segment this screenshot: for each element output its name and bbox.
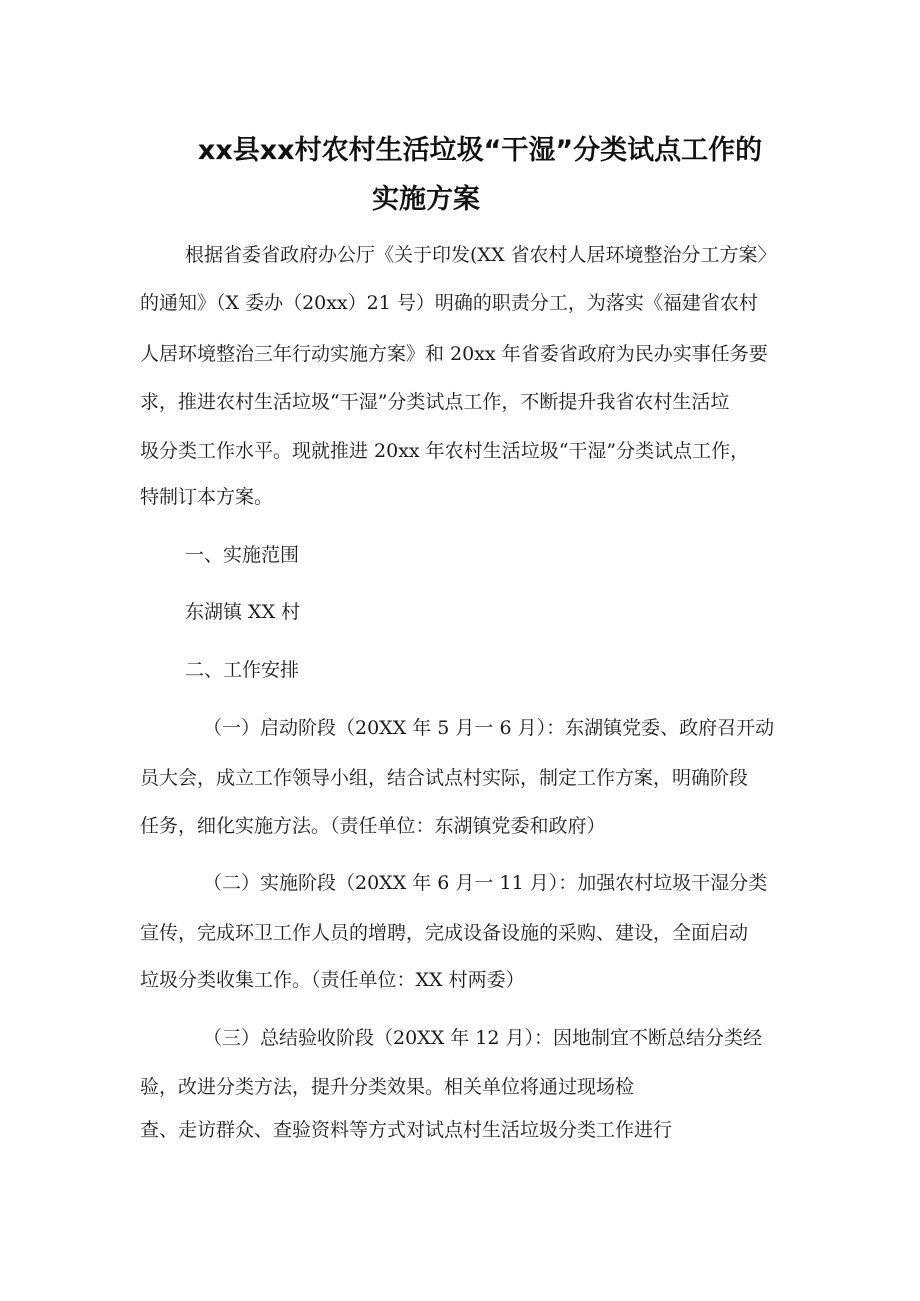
paragraph-line: 的通知》（X 委办（20xx）21 号）明确的职责分工，为落实《福建省农村	[140, 292, 758, 314]
paragraph-line: 特制订本方案。	[140, 486, 274, 508]
paragraph-line: （二）实施阶段（20XX 年 6 月一 11 月）：加强农村垃圾干湿分类	[203, 872, 768, 894]
paragraph-line: 圾分类工作水平。现就推进 20xx 年农村生活垃圾“干湿”分类试点工作，	[140, 440, 750, 462]
paragraph-line: 人居环境整治三年行动实施方案》和 20xx 年省委省政府为民办实事任务要	[140, 343, 768, 365]
paragraph-line: 根据省委省政府办公厅《关于印发(XX 省农村人居环境整治分工方案〉	[185, 244, 777, 266]
section-heading: 一、实施范围	[185, 544, 300, 566]
paragraph-line: 查、走访群众、查验资料等方式对试点村生活垃圾分类工作进行	[140, 1119, 673, 1141]
paragraph-line: （三）总结验收阶段（20XX 年 12 月）：因地制宜不断总结分类经	[203, 1027, 763, 1049]
paragraph-line: 员大会，成立工作领导小组，结合试点村实际，制定工作方案，明确阶段	[140, 767, 749, 789]
document-title-line-2: 实施方案	[372, 184, 480, 215]
paragraph-line: （一）启动阶段（20XX 年 5 月一 6 月）：东湖镇党委、政府召开动	[203, 717, 775, 739]
section-heading: 二、工作安排	[185, 659, 300, 681]
paragraph-line: 验，改进分类方法，提升分类效果。相关单位将通过现场检	[140, 1076, 635, 1098]
paragraph-line: 任务，细化实施方法。（责任单位：东湖镇党委和政府）	[140, 815, 606, 837]
paragraph-line: 宣传，完成环卫工作人员的增聘，完成设备设施的采购、建设，全面启动	[140, 922, 749, 944]
paragraph-line: 求，推进农村生活垃圾“干湿”分类试点工作，不断提升我省农村生活垃	[140, 391, 730, 413]
paragraph-line: 垃圾分类收集工作。（责任单位：XX 村两委）	[140, 969, 525, 991]
document-title-line-1: xx县xx村农村生活垃圾“干湿”分类试点工作的	[197, 135, 763, 166]
paragraph-line: 东湖镇 XX 村	[185, 601, 301, 623]
